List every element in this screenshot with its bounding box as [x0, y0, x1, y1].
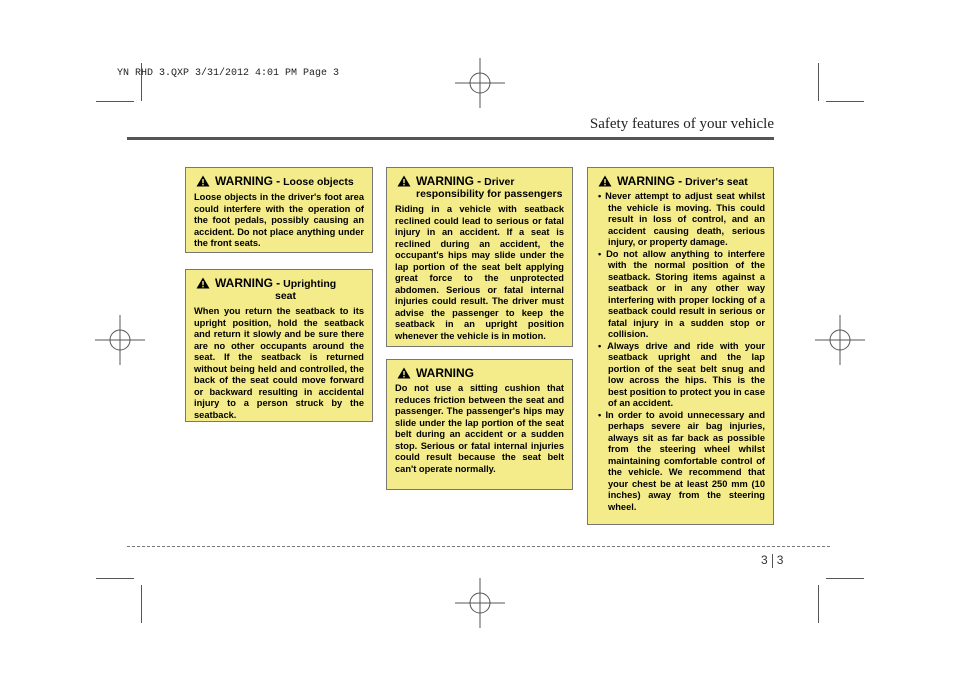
warning-bullet-list [596, 191, 765, 513]
warning-heading [596, 175, 765, 188]
warning-body: When you return the seatback to its upright position, hold the seatback and return it slowly and be sure there are no other occupants around the seat. If the seatback is returned without being held and controlled, the back of the seat could move forward or backward resulting in accidental injury to a person struck by the seatback. [194, 306, 364, 420]
warning-dash: - [477, 174, 482, 188]
warning-cushion [386, 359, 573, 490]
warning-heading [395, 175, 564, 200]
chapter-number: 3 [761, 553, 768, 567]
header-rule [127, 137, 774, 140]
warning-triangle-icon [598, 175, 612, 187]
list-item: • In order to avoid unnecessary and perhaps severe air bag injuries, always sit as far back as possible from the steering wheel whilst maintaining comfortable control of the vehicle. We recommend that your chest be at least 250 mm (10 inches) away from the steering wheel. [596, 410, 765, 514]
warning-label: WARNING [416, 366, 474, 380]
warning-triangle-icon [196, 175, 210, 187]
crop-mark-tr-v [818, 63, 819, 101]
registration-mark-bottom [455, 578, 505, 628]
registration-mark-left [95, 315, 145, 365]
page-number-value: 3 [776, 553, 784, 567]
warning-subject: Driver responsibility for passengers [416, 176, 563, 200]
list-item: • Never attempt to adjust seat whilst the vehicle is moving. This could result in loss of control, and an accident causing death, serious injury, or property damage. [596, 191, 765, 249]
crop-mark-bl-h [96, 578, 134, 579]
warning-heading [194, 277, 364, 302]
list-item: • Always drive and ride with your seatback upright and the lap portion of the seat belt snug and low across the hips. This is the best position to protect you in case of an accident. [596, 341, 765, 410]
warning-body: Riding in a vehicle with seatback reclined could lead to serious or fatal injury in an accident. If a seat is reclined during an accident, the occupant's hips may slide under the lap portion of the seat belt applying great force to the unprotected abdomen. Serious or fatal internal injuries could result. The driver must advise the passenger to keep the seatback in an upright position whenever the vehicle is in motion. [395, 204, 564, 341]
warning-triangle-icon [196, 277, 210, 289]
footer-dashed-rule [127, 546, 830, 547]
list-item: • Do not allow anything to interfere with the normal position of the seatback. Storing items against a seatback or in any other way interfering with proper locking of a seatback could result in serious or fatal injury in a sudden stop or collision. [596, 249, 765, 341]
warning-dash: - [276, 276, 281, 290]
warning-label: WARNING [617, 174, 675, 188]
warning-dash: - [678, 174, 683, 188]
warning-heading [194, 175, 364, 188]
warning-triangle-icon [397, 175, 411, 187]
warning-heading [395, 367, 564, 379]
crop-mark-tr-h [826, 101, 864, 102]
section-title: Safety features of your vehicle [589, 116, 774, 132]
warning-body: Loose objects in the driver's foot area could interfere with the operation of the foot pedals, possibly causing an accident. Do not place anything under the front seats. [194, 192, 364, 248]
crop-mark-br-v [818, 585, 819, 623]
page-number [761, 553, 783, 568]
warning-uprighting-seat [185, 269, 373, 422]
registration-mark-right [815, 315, 865, 365]
warning-triangle-icon [397, 367, 411, 379]
warning-subject-cont: seat [275, 290, 297, 302]
warning-subject: Uprighting [283, 278, 337, 290]
warning-drivers-seat [587, 167, 774, 525]
crop-mark-tl-h [96, 101, 134, 102]
warning-dash: - [276, 174, 281, 188]
warning-driver-responsibility [386, 167, 573, 347]
print-file-info: YN RHD 3.QXP 3/31/2012 4:01 PM Page 3 [117, 68, 340, 79]
warning-label: WARNING [215, 174, 273, 188]
warning-subject: Driver's seat [685, 176, 748, 188]
warning-subject: Loose objects [283, 176, 354, 188]
warning-label: WARNING [416, 174, 474, 188]
warning-loose-objects [185, 167, 373, 253]
crop-mark-bl-v [141, 585, 142, 623]
warning-body: Do not use a sitting cushion that reduces friction between the seat and passenger. The passenger's hips may slide under the lap portion of the seat belt during an accident or a sudden stop. Serious or fatal internal injuries could result because the seat belt can't operate normally. [395, 383, 564, 474]
crop-mark-br-h [826, 578, 864, 579]
warning-label: WARNING [215, 276, 273, 290]
registration-mark-top [455, 58, 505, 108]
page-number-separator [772, 554, 773, 568]
